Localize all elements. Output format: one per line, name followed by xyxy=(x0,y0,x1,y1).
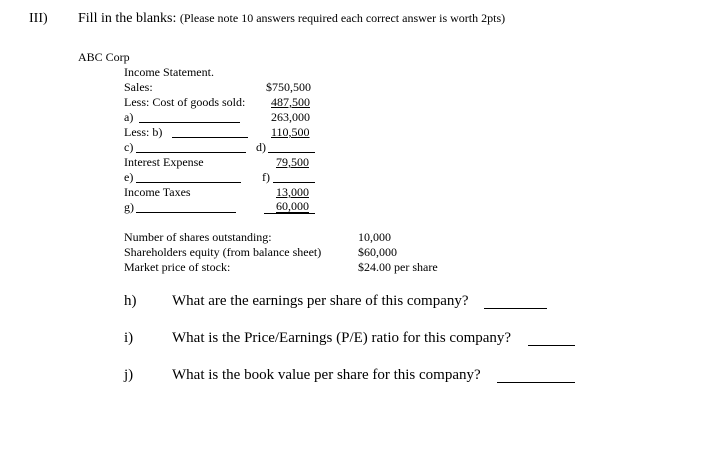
instruction-note: (Please note 10 answers required each correct answer is worth 2pts) xyxy=(179,11,506,25)
company-name: ABC Corp xyxy=(78,50,130,64)
question-i-label: i) xyxy=(124,330,134,346)
e-answer-blank[interactable] xyxy=(136,182,241,183)
e-label: e) xyxy=(124,170,134,184)
g-label: g) xyxy=(124,200,134,214)
g-answer-blank[interactable] xyxy=(136,212,236,213)
cogs-value: 487,500 xyxy=(271,95,310,109)
a-value: 263,000 xyxy=(271,110,310,124)
equity-value: $60,000 xyxy=(358,245,397,259)
equity-label: Shareholders equity (from balance sheet) xyxy=(124,245,322,259)
d-label: d) xyxy=(256,140,266,154)
sales-value: $750,500 xyxy=(266,80,311,94)
taxes-value: 13,000 xyxy=(276,185,309,199)
price-label: Market price of stock: xyxy=(124,260,231,274)
question-h-answer-blank[interactable] xyxy=(484,308,547,309)
price-value: $24.00 per share xyxy=(358,260,438,274)
interest-value: 79,500 xyxy=(276,155,309,169)
a-label: a) xyxy=(124,110,134,124)
shares-label: Number of shares outstanding: xyxy=(124,230,272,244)
section-number: III) xyxy=(29,11,48,26)
d-answer-blank[interactable] xyxy=(268,152,315,153)
f-answer-blank[interactable] xyxy=(273,182,315,183)
interest-label: Interest Expense xyxy=(124,155,204,169)
f-label: f) xyxy=(262,170,270,184)
sales-label: Sales: xyxy=(124,80,153,94)
question-h-text: What are the earnings per share of this company? xyxy=(172,293,469,309)
question-j-answer-blank[interactable] xyxy=(497,382,575,383)
question-i-answer-blank[interactable] xyxy=(528,345,575,346)
c-label: c) xyxy=(124,140,134,154)
cogs-label: Less: Cost of goods sold: xyxy=(124,95,246,109)
question-j-text: What is the book value per share for this company? xyxy=(172,367,481,383)
statement-title: Income Statement. xyxy=(124,65,214,79)
question-i-text: What is the Price/Earnings (P/E) ratio for this company? xyxy=(172,330,512,346)
question-h-label: h) xyxy=(124,293,137,309)
question-j-label: j) xyxy=(124,367,134,383)
instruction-text: Fill in the blanks: xyxy=(78,11,177,26)
instruction-line xyxy=(78,11,505,27)
a-answer-blank[interactable] xyxy=(139,122,240,123)
shares-value: 10,000 xyxy=(358,230,391,244)
taxes-label: Income Taxes xyxy=(124,185,191,199)
c-answer-blank[interactable] xyxy=(136,152,246,153)
g-value: 60,000 xyxy=(276,199,309,213)
g-value-underline xyxy=(264,213,315,214)
b-value: 110,500 xyxy=(271,125,310,139)
b-answer-blank[interactable] xyxy=(172,137,248,138)
b-label: Less: b) xyxy=(124,125,163,139)
